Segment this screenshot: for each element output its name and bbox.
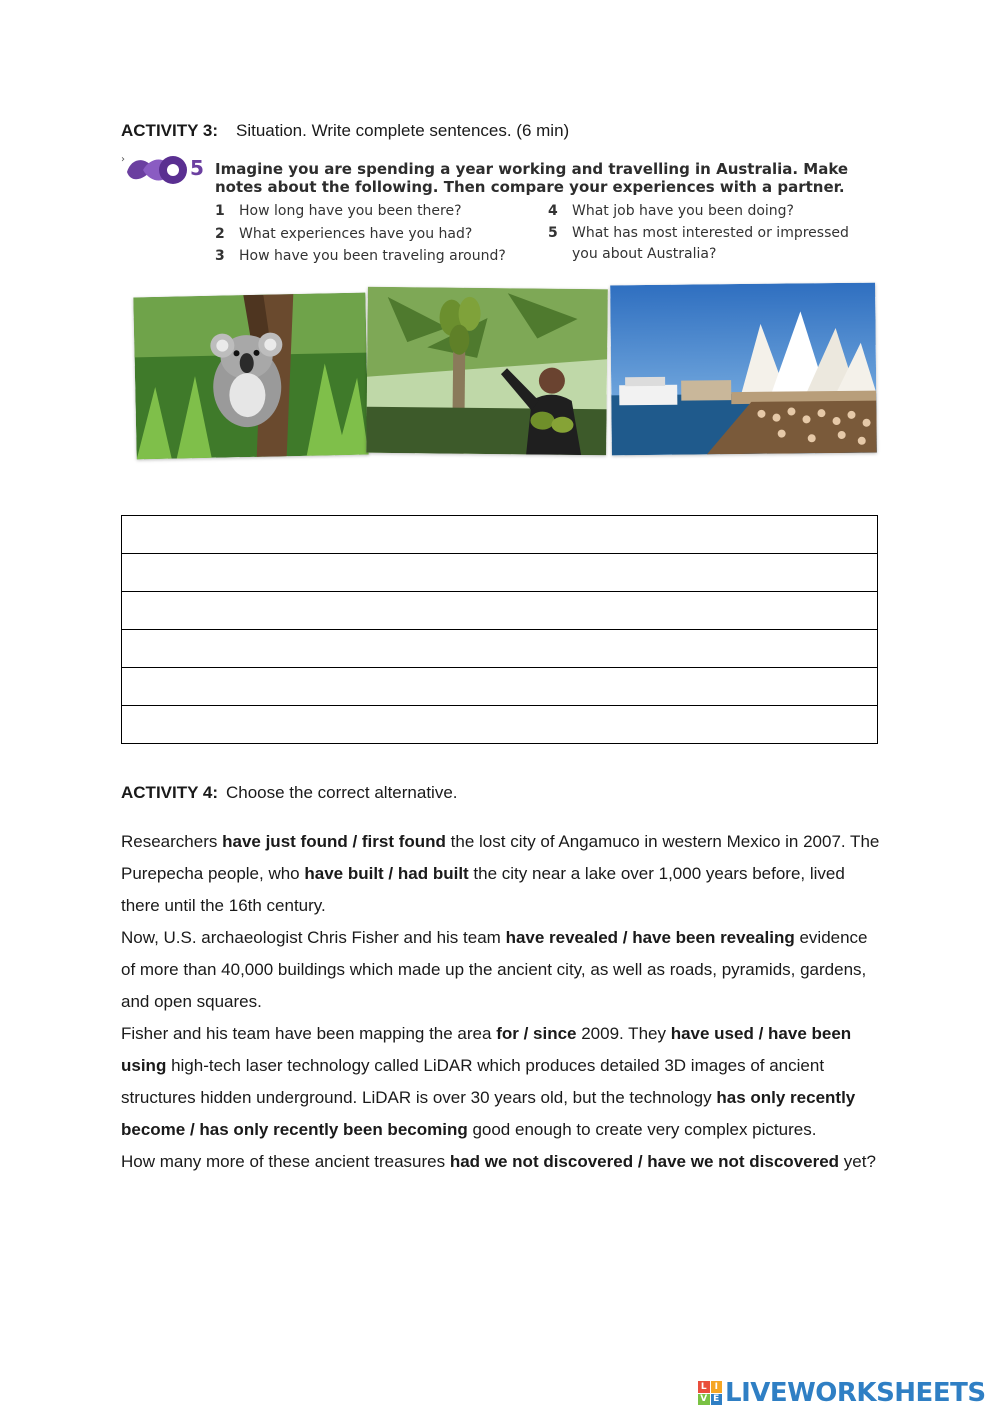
answer-input-5[interactable] xyxy=(122,668,877,705)
passage-paragraph xyxy=(121,922,881,1018)
question-number: 4 xyxy=(548,203,558,219)
answer-cell xyxy=(122,706,878,744)
answer-input-4[interactable] xyxy=(122,630,877,667)
questions-left xyxy=(215,200,535,268)
question-number: 5 xyxy=(548,224,558,241)
passage-text: evidence of more than 40,000 buildings which made up the ancient city, as well as roads, pyramids, gardens, and open squares. xyxy=(121,928,868,1011)
passage-text: How many more of these ancient treasures xyxy=(121,1152,450,1171)
question-item xyxy=(548,200,868,223)
activity-4-instruction: Choose the correct alternative. xyxy=(225,783,458,802)
answer-input-6[interactable] xyxy=(122,706,877,743)
svg-text:›: › xyxy=(121,154,125,165)
activity-3-instruction: Situation. Write complete sentences. (6 min) xyxy=(235,121,570,140)
badge-letter: I xyxy=(711,1381,723,1393)
answer-cell xyxy=(122,592,878,630)
passage xyxy=(121,826,881,1178)
answer-cell xyxy=(122,630,878,668)
answer-table xyxy=(121,515,878,744)
badge-letter: V xyxy=(698,1394,710,1406)
exercise-box xyxy=(121,148,881,463)
badge-letter: L xyxy=(698,1381,710,1393)
question-text: What experiences have you had? xyxy=(239,225,473,242)
passage-text: Researchers xyxy=(121,832,223,851)
koala-photo xyxy=(133,293,368,460)
question-number: 3 xyxy=(215,248,225,264)
passage-text: the city near a lake over 1,000 years before, lived there until the 16th century. xyxy=(121,864,845,915)
passage-text: the lost city of Angamuco in western Mexico in 2007. The Purepecha people, who xyxy=(121,832,880,883)
exercise-instruction: Imagine you are spending a year working and travelling in Australia. Make notes about the following. Then compare your experiences with a partner. xyxy=(215,160,849,196)
liveworksheets-brand: LIVEWORKSHEETS xyxy=(725,1378,986,1408)
answer-cell xyxy=(122,516,878,554)
passage-text: Fisher and his team have been mapping the area xyxy=(121,1024,497,1043)
passage-text: high-tech laser technology called LiDAR which produces detailed 3D images of ancient structures hidden underground. LiDAR is over 30 years old, but the technology xyxy=(121,1056,825,1107)
choice-option[interactable]: have just found / first found xyxy=(222,832,446,851)
liveworksheets-badge-icon xyxy=(698,1381,722,1405)
question-item xyxy=(548,223,868,265)
passage-paragraph xyxy=(121,1018,881,1146)
questions-right xyxy=(548,200,868,265)
activity-3-label: ACTIVITY 3: xyxy=(121,121,218,140)
passage-text: good enough to create very complex pictures. xyxy=(467,1120,817,1139)
sydney-opera-house-photo xyxy=(610,283,877,456)
answer-cell xyxy=(122,668,878,706)
choice-option[interactable]: have built / had built xyxy=(304,864,469,883)
papaya-farmer-photo xyxy=(366,287,608,456)
choice-option[interactable]: had we not discovered / have we not discovered xyxy=(449,1152,840,1171)
exercise-logo-icon xyxy=(121,150,191,190)
exercise-number: 5 xyxy=(190,156,204,180)
question-number: 2 xyxy=(215,225,225,242)
question-item xyxy=(215,245,535,268)
choice-option[interactable]: for / since xyxy=(496,1024,577,1043)
question-text: What has most interested or impressed you about Australia? xyxy=(572,224,849,262)
answer-input-2[interactable] xyxy=(122,554,877,591)
question-item xyxy=(215,223,535,246)
question-text: How long have you been there? xyxy=(239,203,462,219)
answer-input-1[interactable] xyxy=(122,516,877,553)
liveworksheets-logo xyxy=(698,1376,986,1410)
activity-3-heading xyxy=(121,121,569,141)
question-text: What job have you been doing? xyxy=(572,203,794,219)
question-text: How have you been traveling around? xyxy=(239,248,506,264)
activity-4-label: ACTIVITY 4: xyxy=(121,783,218,802)
passage-text: 2009. They xyxy=(576,1024,671,1043)
activity-4-heading xyxy=(121,783,458,803)
passage-paragraph xyxy=(121,826,881,922)
choice-option[interactable]: have used / have been using xyxy=(121,1024,852,1075)
choice-option[interactable]: have revealed / have been revealing xyxy=(505,928,795,947)
answer-cell xyxy=(122,554,878,592)
passage-text: yet? xyxy=(839,1152,876,1171)
choice-option[interactable]: has only recently become / has only recently been becoming xyxy=(121,1088,856,1139)
passage-text: Now, U.S. archaeologist Chris Fisher and his team xyxy=(121,928,506,947)
question-number: 1 xyxy=(215,203,225,219)
badge-letter: E xyxy=(711,1394,723,1406)
passage-paragraph xyxy=(121,1146,881,1178)
answer-input-3[interactable] xyxy=(122,592,877,629)
question-item xyxy=(215,200,535,223)
